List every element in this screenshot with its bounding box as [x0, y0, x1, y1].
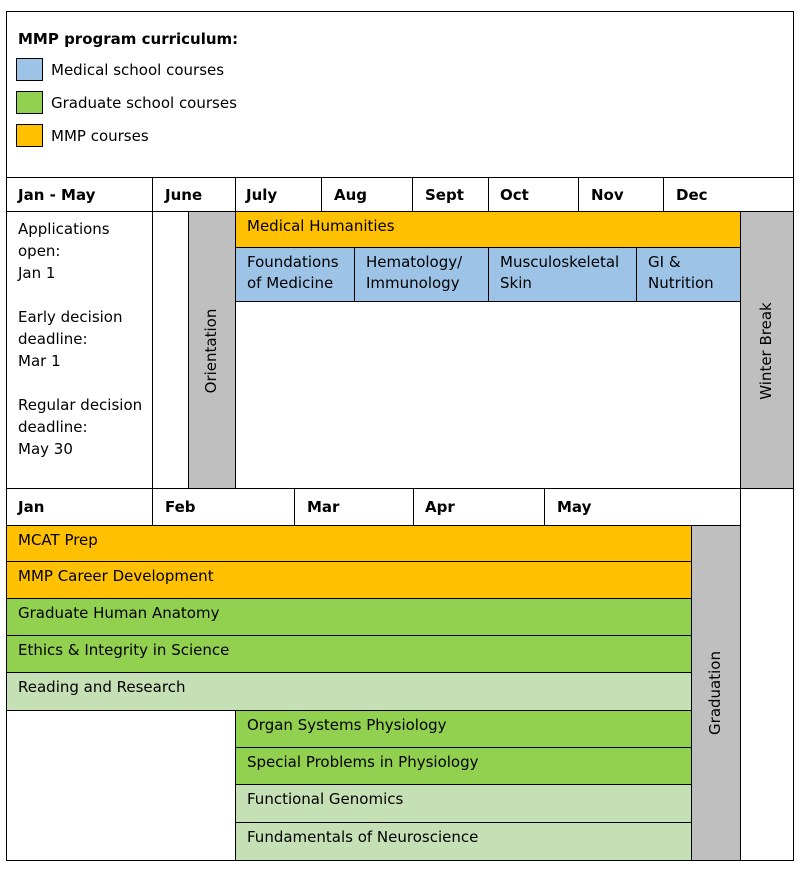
course-graduate-human-anatomy: Graduate Human Anatomy — [6, 598, 692, 636]
course-fundamentals-neuroscience: Fundamentals of Neuroscience — [235, 822, 692, 861]
course-medical-humanities — [235, 211, 741, 248]
legend-swatch-graduate — [16, 91, 43, 114]
note-regular-3: May 30 — [18, 440, 73, 458]
note-early-2: deadline: — [18, 330, 88, 348]
month-mar: Mar — [307, 498, 340, 516]
legend-label-mmp: MMP courses — [51, 127, 149, 145]
month-feb: Feb — [165, 498, 196, 516]
legend-swatch-mmp — [16, 124, 43, 147]
orientation-label: Orientation — [202, 308, 220, 394]
note-applications-2: open: — [18, 242, 61, 260]
month-oct: Oct — [500, 186, 529, 204]
legend-title: MMP program curriculum: — [18, 30, 239, 48]
course-mmp-career-development: MMP Career Development — [6, 561, 692, 599]
note-applications-1: Applications — [18, 220, 110, 238]
note-regular-1: Regular decision — [18, 396, 143, 414]
course-gi-nutrition: GI & Nutrition — [636, 247, 741, 302]
note-regular-2: deadline: — [18, 418, 88, 436]
winter-break-label: Winter Break — [757, 302, 775, 400]
course-special-problems-physiology: Special Problems in Physiology — [235, 747, 692, 785]
legend-swatch-medical — [16, 58, 43, 81]
month-jan-may: Jan - May — [18, 186, 96, 204]
month-june: June — [165, 186, 203, 204]
course-organ-systems-physiology: Organ Systems Physiology — [235, 710, 692, 748]
course-foundations-of-medicine: Foundations of Medicine — [235, 247, 355, 302]
course-musculoskeletal-skin: Musculoskeletal Skin — [488, 247, 637, 302]
month-may: May — [557, 498, 592, 516]
legend-label-graduate: Graduate school courses — [51, 94, 237, 112]
month-apr: Apr — [425, 498, 455, 516]
month-dec: Dec — [676, 186, 708, 204]
month-july: July — [246, 186, 278, 204]
month-sept: Sept — [425, 186, 464, 204]
legend-label-medical: Medical school courses — [51, 61, 225, 79]
year2-month-header — [6, 488, 741, 526]
note-early-3: Mar 1 — [18, 352, 61, 370]
course-mcat-prep: MCAT Prep — [6, 525, 692, 562]
course-reading-research: Reading and Research — [6, 672, 692, 711]
note-early-1: Early decision — [18, 308, 123, 326]
month-jan: Jan — [18, 498, 45, 516]
note-applications-3: Jan 1 — [18, 264, 56, 282]
graduation-label: Graduation — [706, 651, 724, 735]
course-hematology-immunology: Hematology/ Immunology — [354, 247, 489, 302]
month-aug: Aug — [334, 186, 368, 204]
course-medical-humanities-label: Medical Humanities — [247, 217, 395, 235]
month-nov: Nov — [591, 186, 624, 204]
course-ethics-integrity: Ethics & Integrity in Science — [6, 635, 692, 673]
course-functional-genomics: Functional Genomics — [235, 784, 692, 823]
